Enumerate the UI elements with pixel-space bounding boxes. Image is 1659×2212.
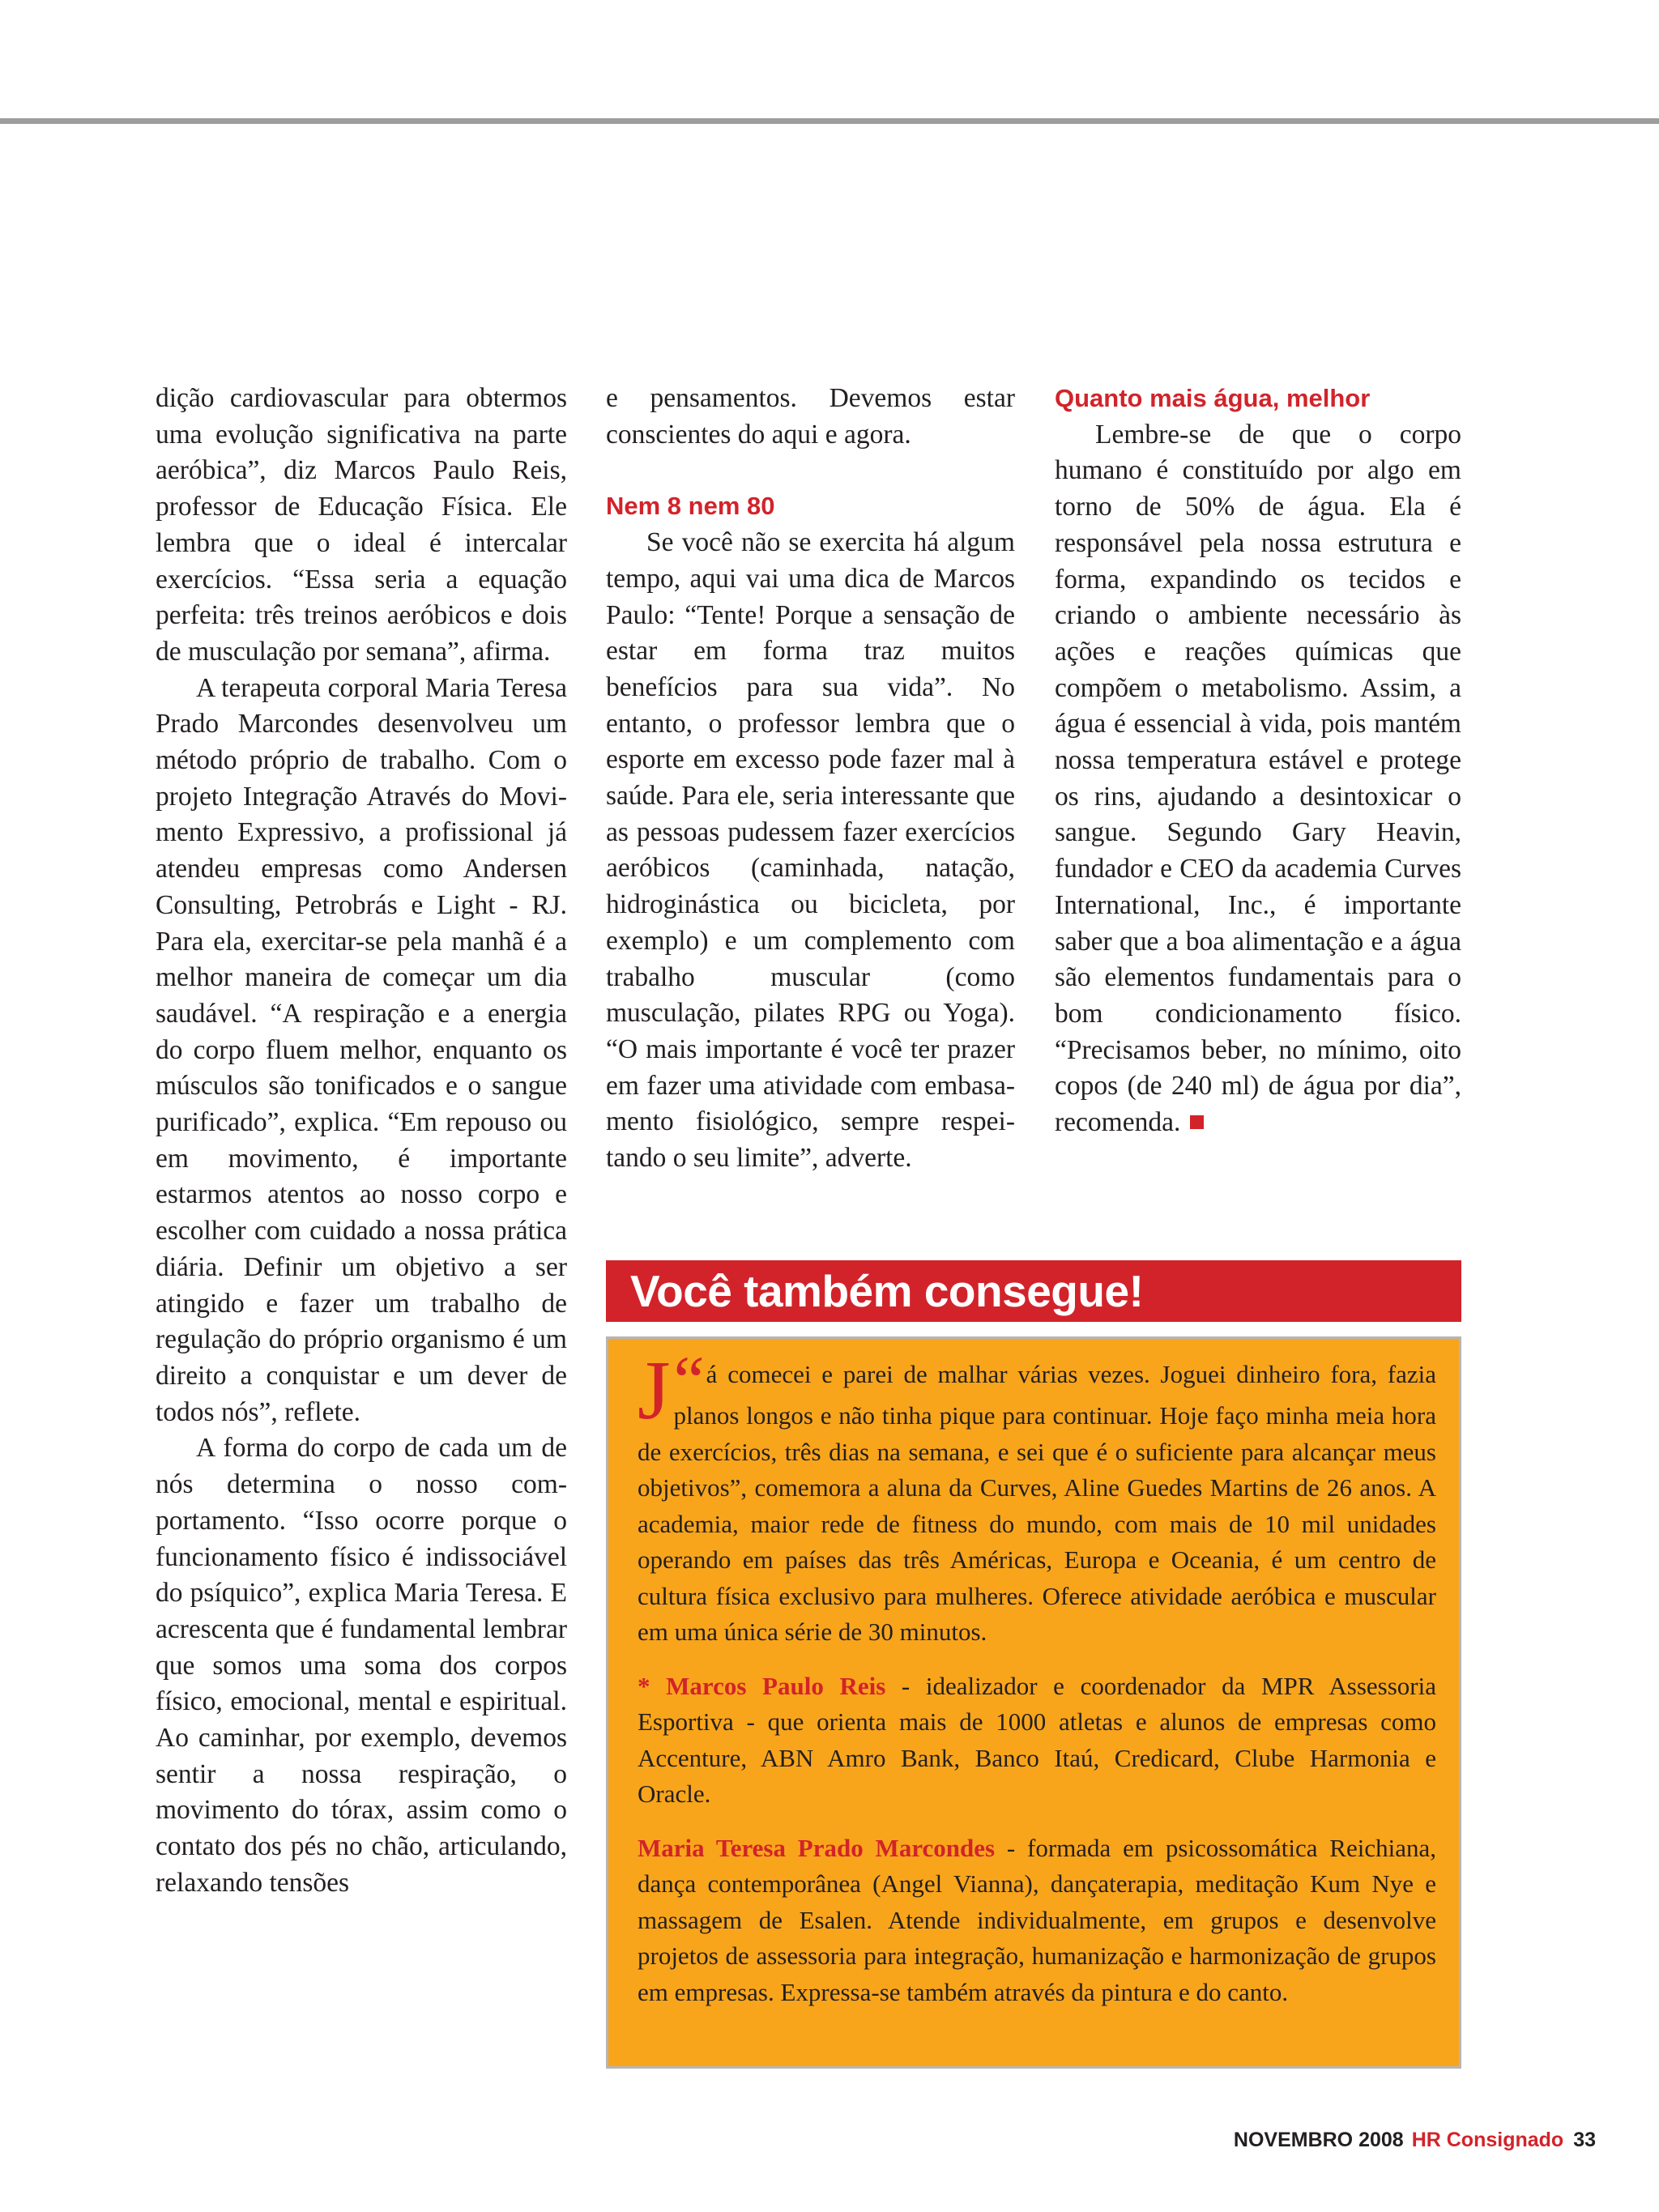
bio-name: * Marcos Paulo Reis <box>638 1671 886 1700</box>
quote-mark: “ <box>673 1341 705 1419</box>
bio-text: - formada em psicossomática Reichiana, dança contemporânea (Angel Vianna), dançaterapia, meditação Kum Nye e massagem de Esalen. Atende individualmente, em grupos e desenvolve projetos de assessoria para integração, humanização e harmonização de grupos em empresas. Expressa-se também através da pintura e do canto. <box>638 1833 1436 2006</box>
sidebar-box <box>606 1336 1461 2069</box>
quote-text: á comecei e parei de malhar várias vezes. Joguei dinheiro fora, fazia planos longos e não tinha pique para continuar. Hoje faço minha meia hora de exercícios, três dias na semana, e sei que é o suficiente para alcançar meus objetivos”, comemora a aluna da Curves, Aline Guedes Martins de 26 anos. A academia, maior rede de fitness do mundo, com mais de 10 mil unidades operando em países das três Américas, Europa e Oceania, é um centro de cultura física exclusivo para mulheres. Oferece atividade aeróbica e muscular em uma única série de 30 minutos. <box>638 1360 1436 1646</box>
sidebar-box-title: Você também consegue! <box>606 1260 1461 1322</box>
paragraph: A forma do corpo de cada um de nós determina o nosso comportamento. “Isso ocorre porque o funcionamento físico é indissociável do psíquico”, explica Maria Teresa. E acrescenta que é fundamental lembrar que somos uma soma dos corpos físico, emocional, mental e espiritual. Ao caminhar, por exemplo, devemos sentir a nossa respiração, o movimento do tórax, assim como o contato dos pés no chão, articulando, relaxando tensões <box>156 1433 567 1898</box>
bio-text: - idealizador e coordenador da MPR Assessoria Esportiva - que orienta mais de 1000 atletas e alunos de empresas como Accenture, ABN Amro Bank, Banco Itaú, Credicard, Clube Harmonia e Oracle. <box>638 1671 1436 1808</box>
paragraph: e pensamentos. Devemos estar conscientes do aqui e agora. <box>606 383 1015 450</box>
paragraph-text: Lembre-se de que o corpo humano é constituído por algo em torno de 50% de água. Ela é responsável pela nossa estrutura e forma, expandindo os tecidos e criando o ambiente necessário às ações e reações químicas que compõem o metabolismo. Assim, a água é essencial à vida, pois mantém nossa temperatura estável e protege os rins, ajudando a desintoxicar o sangue. Segundo Gary Heavin, fundador e CEO da academia Curves International, Inc., é importante saber que a boa alimentação e a água são elementos fundamentais para o bom condicionamento físico. “Precisamos beber, no mínimo, oito copos (de 240 ml) de água por dia”, recomenda. <box>1055 419 1461 1138</box>
page-number: 33 <box>1573 2129 1596 2151</box>
end-of-article-square-icon <box>1190 1115 1204 1129</box>
magazine-name: HR Consignado <box>1411 2129 1564 2151</box>
page-footer <box>1234 2129 1596 2152</box>
bio-paragraph <box>638 1669 1436 1813</box>
issue-date: NOVEMBRO 2008 <box>1233 2129 1404 2151</box>
paragraph: A terapeuta corporal Maria Teresa Prado Marcondes desenvolveu um método próprio de trabalho. Com o projeto Integração Através do Movimento Expressivo, a profissional já atendeu empresas como Andersen Consulting, Petrobrás e Light - RJ. Para ela, exercitar-se pela manhã é a melhor maneira de começar um dia saudável. “A respiração e a energia do corpo fluem melhor, enquanto os músculos são tonificados e o sangue purificado”, explica. “Em repouso ou em movimento, é importante estarmos atentos ao nosso corpo e escolher com cuidado a nossa prática diária. Definir um objetivo a ser atingido e fazer um trabalho de regulação do próprio organismo é um direito a conquistar e um dever de todos nós”, reflete. <box>156 672 567 1427</box>
article-column-1 <box>156 381 567 1902</box>
bio-name: Maria Teresa Prado Marcondes <box>638 1833 996 1862</box>
bio-paragraph <box>638 1831 1436 2011</box>
top-rule <box>0 118 1659 124</box>
article-column-2 <box>606 381 1015 1177</box>
drop-cap: J <box>638 1344 671 1437</box>
quote-paragraph <box>638 1341 1436 1651</box>
paragraph: Se você não se exercita há algum tempo, aqui vai uma dica de Marcos Paulo: “Tente! Porque a sensação de estar em forma traz muitos benefícios para sua vida”. No entanto, o professor lembra que o esporte em excesso pode fazer mal à saúde. Para ele, seria interessante que as pessoas pudessem fazer exercícios aeróbicos (caminhada, natação, hidroginástica ou bicicleta, por exemplo) e um complemento com trabalho muscular (como musculação, pilates RPG ou Yoga). “O mais importante é você ter prazer em fazer uma atividade com embasamento fisiológico, sempre respeitando o seu limite”, adverte. <box>606 527 1015 1174</box>
paragraph: dição cardiovascular para obtermos uma evolução significativa na parte aeróbica”, diz Marcos Paulo Reis, professor de Educação Física. Ele lembra que o ideal é intercalar exercícios. “Essa seria a equação perfeita: três treinos aeróbicos e dois de musculação por semana”, afirma. <box>156 383 567 667</box>
section-heading: Nem 8 nem 80 <box>606 492 775 521</box>
section-heading: Quanto mais água, melhor <box>1055 384 1371 412</box>
paragraph <box>1055 417 1461 1141</box>
article-column-3 <box>1055 381 1461 1141</box>
